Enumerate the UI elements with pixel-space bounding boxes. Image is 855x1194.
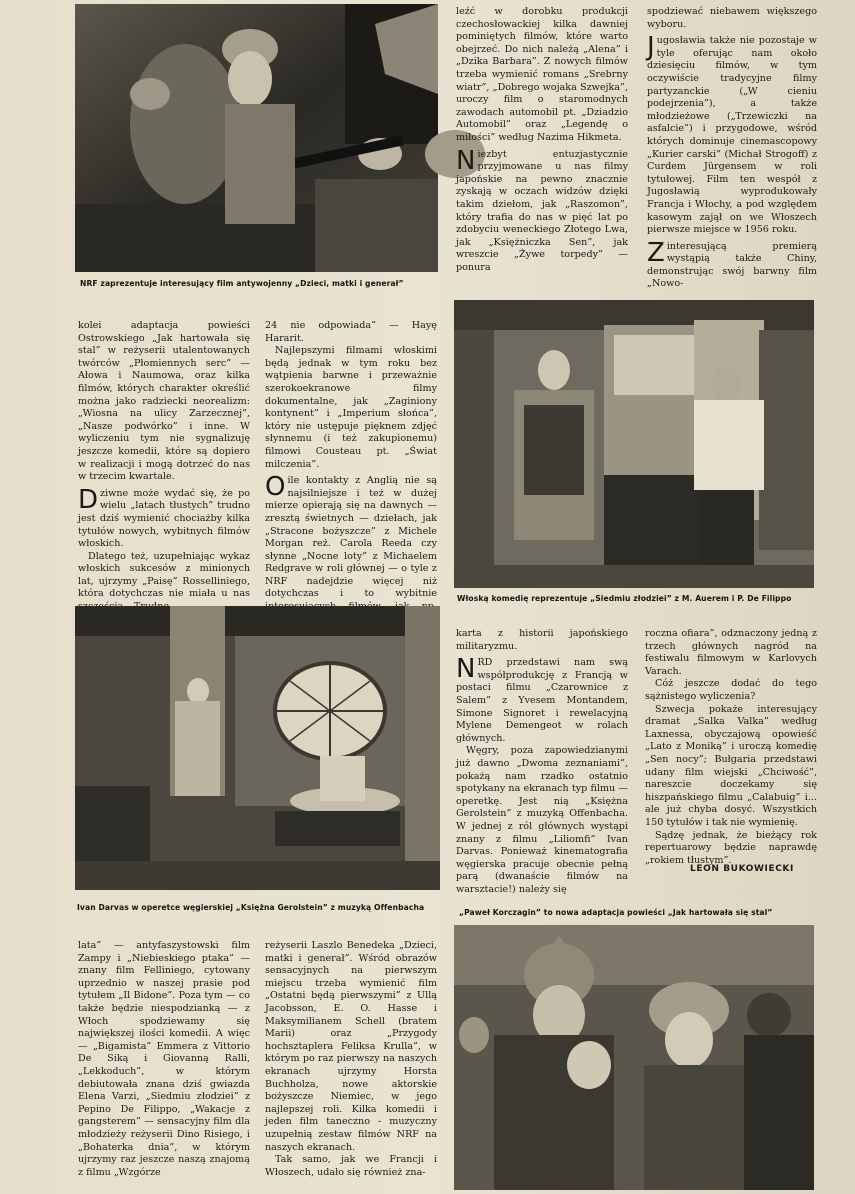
- column-bottom-left: [78, 940, 250, 1190]
- photo-soldiers: [75, 4, 438, 272]
- photo-duchess-gerolstein: [75, 606, 440, 890]
- paragraph: Zinteresującą premierą wystąpią także Chiny, demonstrując swój barwny film „Nowo-: [647, 237, 817, 290]
- paragraph: 24 nie odpowiada” — Hayę Hararit.: [265, 320, 437, 344]
- author-signature: LEON BUKOWIECKI: [690, 864, 794, 874]
- paragraph: Tak samo, jak we Francji i Włoszech, udało się również zna-: [265, 1154, 437, 1178]
- column-middle-left: [78, 320, 250, 606]
- paragraph: Dlatego też, uzupełniając wykaz włoskich sukcesów z minionych lat, ujrzymy „Paisę” Rosselliniego, która dotychczas nie miała u nas: [78, 550, 250, 600]
- paragraph: Szwecja pokaże interesujący dramat „Salka Valka” według Laxnessa, obyczajową opowieść „Lato z Moniką” i uroczą komedię „Sen nocy”; Bułgaria przedstawi udany film wiejski „Chciwość”, nareszcie doczekamy się hiszpańskiego filmu „Calabuig” i... ale już chyba dosyć. Wszystkich 150 tytułów i tak nie wymienię.: [645, 703, 817, 828]
- paragraph: Najlepszymi filmami włoskimi będą jednak w tym roku bez wątpienia barwne i przeważnie szerokoekranowe filmy dokumentalne, jak „Zaginiony kontynent” i „Imperium słońca”, który nie ustępuje pięknem zdjęć słynnemu (i też zakupionemu) filmowi Cousteau pt. „Świat milczenia”.: [265, 345, 437, 470]
- column-middle-center: [265, 320, 437, 606]
- paragraph: Oile kontakty z Anglią nie są najsilniejsze i też w dużej mierze opierają się na dawnych — zresztą świetnych — dziełach, jak „Stracone bożyszcze” z Michele Morgan reż. Carola Reeda czy słynne „Nocne loty” z Michaelem Redgrave w roli głównej — o tyle z NRF nadejdzie więcej niż dotychczas i to wybitnie: [265, 472, 437, 600]
- photo-pavel-korchagin: [454, 925, 814, 1190]
- paragraph: Dziwne może wydać się, że po wielu „latach tłustych” trudno jest dziś wymienić chociażby kilka tytułów nowych, wybitnych filmów włoskich.: [78, 484, 250, 550]
- paragraph: Sądzę jednak, że bieżący rok repertuarowy będzie naprawdę „rokiem tłustym”.: [645, 829, 817, 866]
- column-bottom-center: [265, 940, 437, 1190]
- paragraph: Węgry, poza zapowiedzianymi już dawno „Dwoma zeznaniami”, pokażą nam rzadko ostatnio spotykany na ekranach typ filmu — operetkę. Jest nią „Księżna Gerolstein” z muzyką Offenbacha. W jednej z ról głównych wystąpi znany z filmu „Liliomfi” Ivan Darvas. Ponieważ kinematografia węgierska pracuje obecnie pełną parą (dwanaście filmów na warsztacie!) należy się: [456, 745, 628, 895]
- caption-photo4: „Paweł Korczagin” to nowa adaptacja powieści „Jak hartowała się stal”: [459, 908, 773, 917]
- column-top-middle: [456, 6, 628, 290]
- paragraph: karta z historii japońskiego militaryzmu.: [456, 628, 628, 652]
- column-row3-right: [645, 628, 817, 864]
- paragraph: reżyserii Laszlo Benedeka „Dzieci, matki i generał”. Wśród obrazów sensacyjnych na pierwszym miejscu trzeba wymienić film „Ostatni będą pierwszymi” z Ullą Jacobsson, E. O. Hasse i Maksymilianem Schell (bratem Marii) oraz „Przygody hochsztaplera Feliksa Krulla”, w którym po raz pierwszy na naszych ekranach ujrzymy Horsta Buchholza, nowe aktorskie bożyszcze Niemiec, w jego najlepszej roli. Kilka komedii i jeden film taneczno - muzyczny uzupełnią zestaw filmów NRF na naszych ekranach.: [265, 940, 437, 1153]
- caption-photo3: Ivan Darvas w operetce węgierskiej „Księżna Gerolstein” z muzyką Offenbacha: [77, 903, 425, 912]
- paragraph: spodziewać niebawem większego wyboru.: [647, 6, 817, 30]
- paragraph: kolei adaptacja powieści Ostrowskiego „Jak hartowała się stal” w reżyserii utalentowanych twórców „Płomiennych serc” — Ałowa i Naumowa, oraz kilka filmów, których charakter określić można jako radziecki neorealizm: „Wiosna na ulicy Zarzecznej”, „Nasze podwórko” i inne. W wyliczeniu tym nie sygnalizuję jeszcze komedii, które są dopiero w realizacji i mogą dotrzeć do nas w trzecim kwartale.: [78, 320, 250, 483]
- paragraph: lata” — antyfaszystowski film Zampy i „Niebieskiego ptaka” — znany film Felliniego, cytowany uprzednio w naszej prasie pod tytułem „Il Bidone”. Poza tym — co także będzie niespodzianką — z Włoch spodziewamy się największej ilości komedii. A więc — „Bigamista” Emmera z Vittorio De Siką i Giovanną Ralli, „Lekkoduch”, w którym debiutowała znana dziś gwiazda Elena Varzi, „Siedmiu złodziei” z Pepino De Filippo, „Wakacje z gangsterem” — sensacyjny film dla młodzieży reżyserii Dino Risiego, i „Bohaterka dnia”, w którym ujrzymy raz jeszcze naszą znajomą z filmu „Wzgórze: [78, 940, 250, 1178]
- paragraph: roczna ofiara”, odznaczony jedną z trzech głównych nagród na festiwalu filmowym w Karlovych Varach.: [645, 628, 817, 677]
- paragraph: Niezbyt entuzjastycznie przyjmowane u nas filmy japońskie na pewno znacznie zyskają w oczach widzów dzięki takim dziełom, jak „Raszomon”, który trafia do nas w pięć lat po zdobyciu weneckiego Złotego Lwa, jak „Księżniczka Sen”, jak wreszcie „Żywe torpedy” — ponura: [456, 145, 628, 273]
- paragraph: NRD przedstawi nam swą współprodukcję z Francją w postaci filmu „Czarownice z Salem” z Yvesem Montandem, Simone Signoret i rewelacyjną Mylene Demengeot w rolach głównych.: [456, 654, 628, 744]
- column-top-right: [647, 6, 817, 290]
- paragraph: Jugosławia także nie pozostaje w tyle oferując nam około dziesięciu filmów, w tym oczywiście tradycyjne filmy partyzanckie („W cieniu podejrzenia”), a także młodzieżowe („Trzewiczki na asfalcie”) i przygodowe, wśród których dominuje cinemascopowy „Kurier carski” (Michał Strogoff) z Curdem Jürgensem w roli tytułowej. Film ten wespół z Jugosławią wyprodukowały Francja i Włochy, a pod względem kasowym zajął on we Włoszech pierwsze miejsce w 1956 roku.: [647, 32, 817, 236]
- photo-seven-thieves: [454, 300, 814, 588]
- paragraph: Cóż jeszcze dodać do tego sążnistego wyliczenia?: [645, 678, 817, 702]
- caption-photo1: NRF zaprezentuje interesujący film antywojenny „Dzieci, matki i generał”: [80, 279, 404, 288]
- caption-photo2: Włoską komedię reprezentuje „Siedmiu złodziei” z M. Auerem i P. De Filippo: [457, 594, 792, 603]
- column-row3-middle: [456, 628, 628, 895]
- paragraph: leźć w dorobku produkcji czechosłowackiej kilka dawniej pominiętych filmów, które warto obejrzeć. Do nich należą „Alena” i „Dzika Barbara”. Z nowych filmów trzeba wymienić romans „Srebrny wiatr”, „Dobrego wojaka Szwejka”, uroczy film o staromodnych zawodach automobil pt. „Dziadzio Automobil” oraz „Legendę o miłości” według Nazima Hikmeta.: [456, 6, 628, 143]
